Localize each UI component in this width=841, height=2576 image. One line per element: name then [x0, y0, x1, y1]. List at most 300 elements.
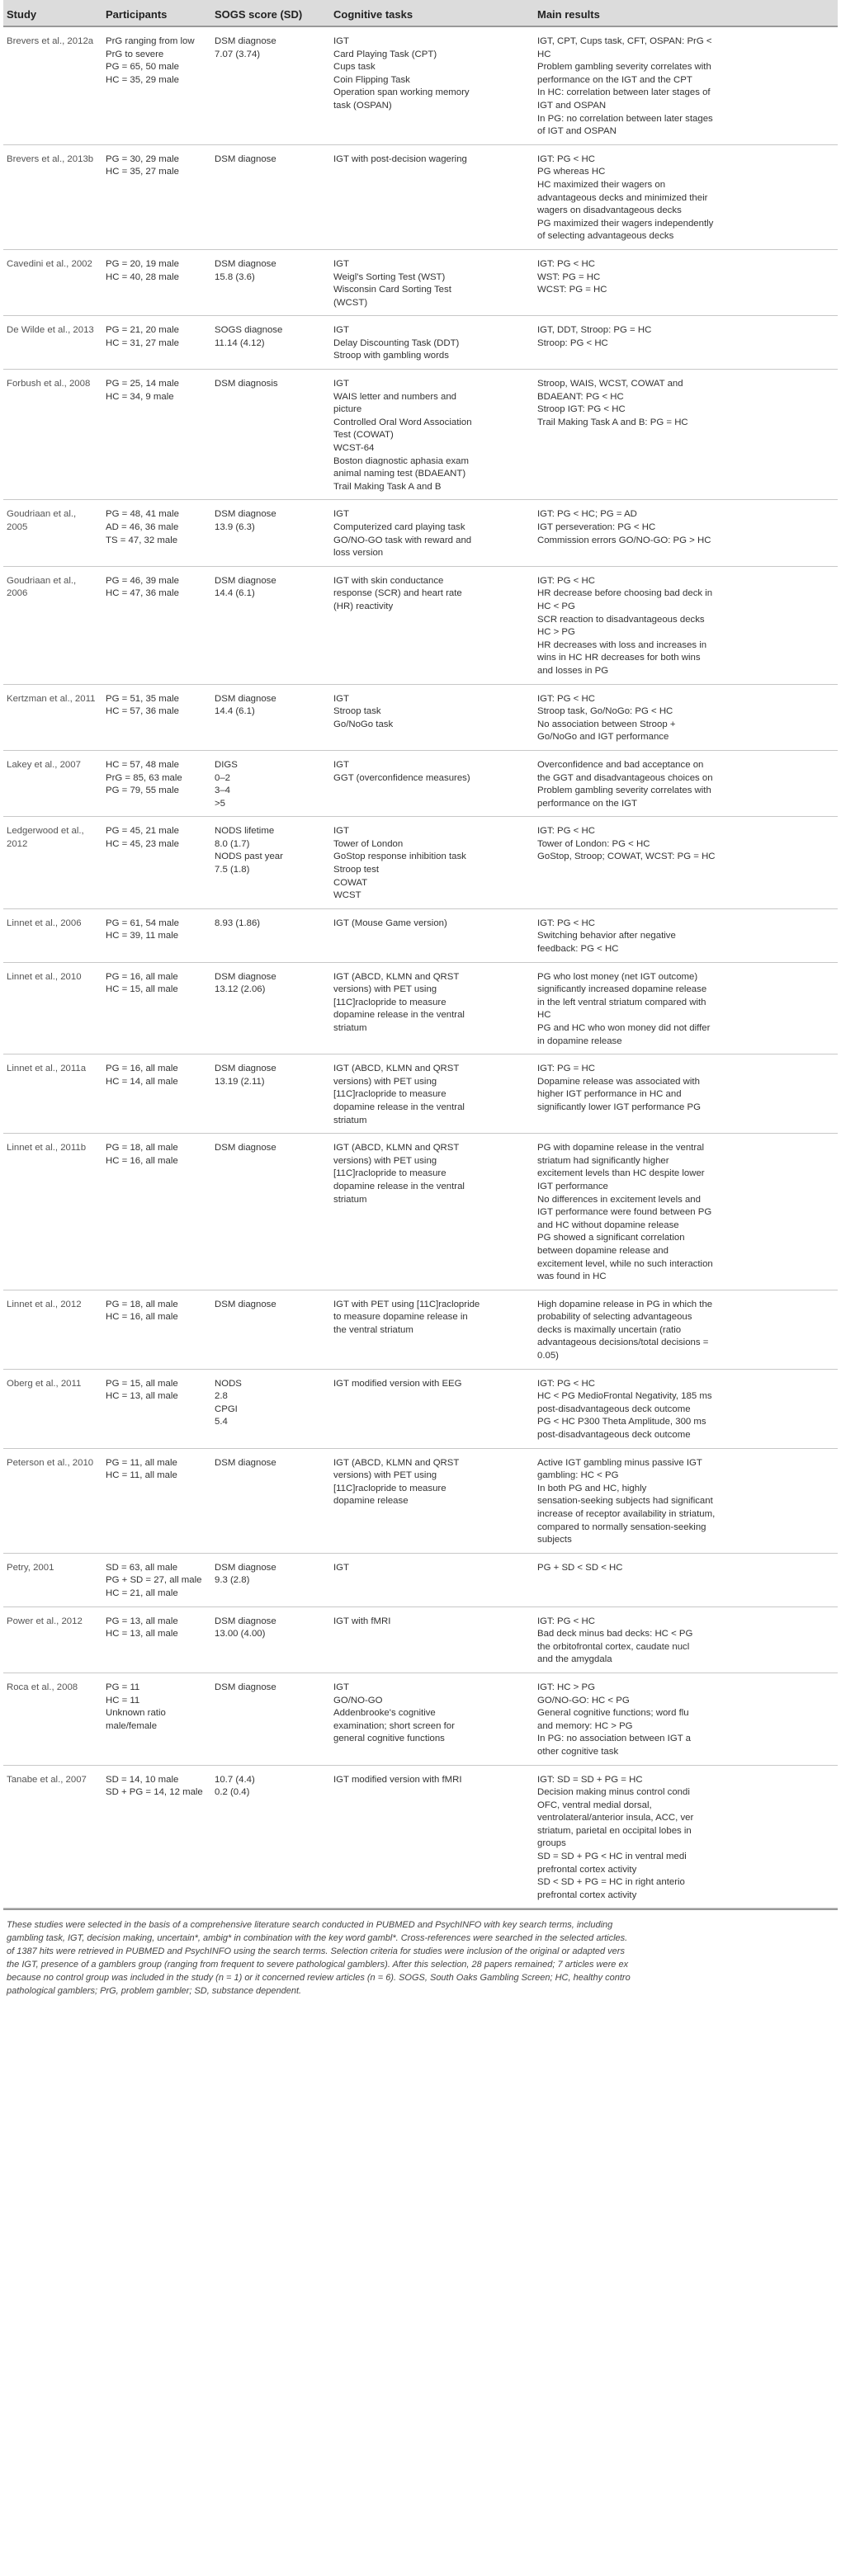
cognitive-tasks-line: Tower of London	[333, 838, 404, 849]
table-header-row	[3, 0, 838, 26]
main-results-line: PG maximized their wagers independently	[537, 218, 714, 229]
main-results-line: Overconfidence and bad acceptance on	[537, 759, 704, 770]
cognitive-tasks-line: (WCST)	[333, 297, 368, 308]
sogs-score-line: 0.2 (0.4)	[215, 1787, 250, 1798]
main-results-line: IGT: PG < HC	[537, 575, 595, 586]
participants-cell	[102, 370, 211, 500]
cognitive-tasks-cell	[330, 1553, 534, 1606]
header-participants: Participants	[102, 0, 211, 26]
sogs-score-line: 0–2	[215, 772, 231, 783]
cognitive-tasks-cell	[330, 1054, 534, 1134]
cognitive-tasks-line: Cups task	[333, 62, 376, 73]
table-footnote	[3, 1908, 838, 1998]
cognitive-tasks-cell	[330, 1606, 534, 1673]
main-results-line: sensation-seeking subjects had significant	[537, 1496, 713, 1507]
main-results-line: feedback: PG < HC	[537, 944, 619, 955]
participants-line: PG = 16, all male	[106, 971, 178, 982]
participants-cell	[102, 500, 211, 566]
main-results-line: Stroop IGT: PG < HC	[537, 404, 626, 415]
participants-line: PG + SD = 27, all male	[106, 1575, 202, 1586]
main-results-line: Switching behavior after negative	[537, 931, 676, 941]
sogs-score-cell	[211, 566, 330, 684]
main-results-line: In PG: no correlation between later stages	[537, 113, 713, 124]
study-cell: Goudriaan et al., 2006	[7, 575, 77, 599]
study-cell: Peterson et al., 2010	[7, 1457, 94, 1468]
sogs-score-line: DSM diagnose	[215, 153, 276, 164]
sogs-score-line: >5	[215, 798, 225, 809]
participants-line: HC = 57, 36 male	[106, 706, 179, 717]
sogs-score-line: DIGS	[215, 759, 238, 770]
main-results-cell	[534, 908, 838, 962]
main-results-cell	[534, 1369, 838, 1448]
cognitive-tasks-line: IGT modified version with fMRI	[333, 1774, 462, 1785]
table-row	[3, 1606, 838, 1673]
main-results-line: No association between Stroop +	[537, 719, 676, 729]
participants-line: PG = 20, 19 male	[106, 258, 179, 269]
main-results-line: in dopamine release	[537, 1036, 622, 1046]
table-row	[3, 1553, 838, 1606]
main-results-line: higher IGT performance in HC and	[537, 1089, 682, 1100]
cognitive-tasks-line: Stroop task	[333, 706, 381, 717]
footnote-line: the IGT, presence of a gamblers group (ranging from frequent to severe pathological gamblers). After this selection, 28 papers remained; 7 articles were ex	[7, 1960, 629, 1970]
cognitive-tasks-line: Weigl's Sorting Test (WST)	[333, 271, 446, 282]
cognitive-tasks-line: [11C]raclopride to measure	[333, 1168, 446, 1179]
main-results-line: Stroop, WAIS, WCST, COWAT and	[537, 379, 683, 389]
main-results-line: IGT performance were found between PG	[537, 1207, 712, 1218]
participants-cell	[102, 1369, 211, 1448]
participants-line: PG = 45, 21 male	[106, 826, 179, 837]
participants-cell	[102, 1673, 211, 1765]
main-results-line: IGT: PG < HC	[537, 1378, 595, 1389]
footnote-line: of 1387 hits were retrieved in PUBMED and PsychINFO using the search terms. Selection criteria for studies were inclusion of the original or adapted vers	[7, 1946, 625, 1957]
table-row	[3, 144, 838, 249]
cognitive-tasks-line: IGT (ABCD, KLMN and QRST	[333, 1143, 460, 1154]
sogs-score-line: DSM diagnose	[215, 575, 276, 586]
participants-line: SD = 63, all male	[106, 1562, 178, 1573]
study-cell: Forbush et al., 2008	[7, 379, 91, 389]
main-results-cell	[534, 1054, 838, 1134]
cognitive-tasks-line: GO/NO-GO task with reward and	[333, 535, 472, 545]
main-results-line: significantly lower IGT performance PG	[537, 1102, 701, 1112]
main-results-cell	[534, 1765, 838, 1908]
main-results-line: and HC without dopamine release	[537, 1220, 679, 1230]
cognitive-tasks-line: Stroop test	[333, 865, 380, 875]
main-results-line: IGT: HC > PG	[537, 1682, 595, 1692]
main-results-cell	[534, 1134, 838, 1290]
cognitive-tasks-cell	[330, 144, 534, 249]
cognitive-tasks-line: Coin Flipping Task	[333, 74, 410, 85]
participants-line: PG = 13, all male	[106, 1616, 178, 1626]
cognitive-tasks-line: loss version	[333, 548, 384, 559]
main-results-line: other cognitive task	[537, 1746, 619, 1757]
main-results-line: OFC, ventral medial dorsal,	[537, 1800, 652, 1810]
main-results-line: in the left ventral striatum compared with	[537, 997, 706, 1007]
main-results-line: HC maximized their wagers on	[537, 179, 666, 190]
main-results-line: IGT performance	[537, 1181, 608, 1191]
study-cell: Brevers et al., 2013b	[7, 153, 94, 164]
main-results-line: Stroop: PG < HC	[537, 337, 608, 348]
header-main-results: Main results	[534, 0, 838, 26]
cognitive-tasks-line: response (SCR) and heart rate	[333, 588, 462, 599]
sogs-score-cell	[211, 1553, 330, 1606]
cognitive-tasks-cell	[330, 1448, 534, 1553]
participants-line: PG = 15, all male	[106, 1378, 178, 1389]
participants-line: PG = 16, all male	[106, 1064, 178, 1074]
participants-line: HC = 31, 27 male	[106, 337, 179, 348]
main-results-line: SD = SD + PG < HC in ventral medi	[537, 1852, 687, 1862]
cognitive-tasks-cell	[330, 316, 534, 370]
cognitive-tasks-line: versions) with PET using	[333, 984, 437, 995]
participants-line: HC = 39, 11 male	[106, 931, 179, 941]
main-results-line: HC	[537, 1010, 551, 1021]
main-results-line: of selecting advantageous decks	[537, 231, 674, 242]
main-results-cell	[534, 962, 838, 1054]
cognitive-tasks-line: animal naming test (BDAEANT)	[333, 469, 466, 479]
cognitive-tasks-line: IGT with fMRI	[333, 1616, 391, 1626]
cognitive-tasks-line: versions) with PET using	[333, 1155, 437, 1166]
main-results-line: GO/NO-GO: HC < PG	[537, 1695, 630, 1706]
participants-cell	[102, 1054, 211, 1134]
main-results-line: Go/NoGo and IGT performance	[537, 732, 669, 743]
study-cell: Ledgerwood et al., 2012	[7, 826, 84, 849]
sogs-score-line: DSM diagnose	[215, 1682, 276, 1692]
main-results-cell	[534, 684, 838, 750]
table-row	[3, 817, 838, 909]
cognitive-tasks-cell	[330, 962, 534, 1054]
table-row	[3, 1765, 838, 1908]
participants-cell	[102, 1448, 211, 1553]
participants-line: PG = 65, 50 male	[106, 62, 179, 73]
main-results-line: IGT: PG < HC	[537, 1616, 595, 1626]
main-results-line: SCR reaction to disadvantageous decks	[537, 614, 705, 625]
main-results-cell	[534, 144, 838, 249]
table-row	[3, 1673, 838, 1765]
header-sogs-score: SOGS score (SD)	[211, 0, 330, 26]
main-results-line: and losses in PG	[537, 665, 609, 676]
cognitive-tasks-line: general cognitive functions	[333, 1734, 445, 1744]
participants-line: PG = 11, all male	[106, 1457, 177, 1468]
sogs-score-cell	[211, 1054, 330, 1134]
study-cell: Power et al., 2012	[7, 1616, 83, 1626]
cognitive-tasks-line: GoStop response inhibition task	[333, 852, 466, 862]
study-cell: Brevers et al., 2012a	[7, 36, 94, 46]
sogs-score-line: CPGI	[215, 1404, 238, 1414]
main-results-cell	[534, 1290, 838, 1369]
participants-line: HC = 11, all male	[106, 1470, 177, 1481]
main-results-line: post-disadvantageous deck outcome	[537, 1430, 691, 1441]
participants-cell	[102, 962, 211, 1054]
participants-line: TS = 47, 32 male	[106, 535, 178, 545]
main-results-line: IGT: PG < HC; PG = AD	[537, 509, 637, 520]
participants-line: PG = 25, 14 male	[106, 379, 179, 389]
sogs-score-line: 14.4 (6.1)	[215, 706, 255, 717]
sogs-score-line: 10.7 (4.4)	[215, 1774, 255, 1785]
cognitive-tasks-line: Stroop with gambling words	[333, 351, 449, 361]
main-results-line: the GGT and disadvantageous choices on	[537, 772, 713, 783]
participants-cell	[102, 316, 211, 370]
sogs-score-cell	[211, 26, 330, 144]
main-results-line: IGT, DDT, Stroop: PG = HC	[537, 325, 652, 336]
participants-line: Unknown ratio	[106, 1708, 166, 1719]
cognitive-tasks-line: IGT	[333, 509, 349, 520]
main-results-line: Commission errors GO/NO-GO: PG > HC	[537, 535, 711, 545]
sogs-score-line: DSM diagnose	[215, 971, 276, 982]
cognitive-tasks-line: dopamine release	[333, 1496, 409, 1507]
sogs-score-line: 5.4	[215, 1417, 228, 1427]
study-cell: Roca et al., 2008	[7, 1682, 78, 1692]
cognitive-tasks-line: Operation span working memory	[333, 87, 470, 98]
main-results-line: advantageous decisions/total decisions =	[537, 1338, 709, 1348]
sogs-score-line: 15.8 (3.6)	[215, 271, 255, 282]
main-results-line: IGT perseveration: PG < HC	[537, 522, 656, 532]
cognitive-tasks-cell	[330, 566, 534, 684]
study-cell: Goudriaan et al., 2005	[7, 509, 77, 532]
main-results-line: In PG: no association between IGT a	[537, 1734, 691, 1744]
cognitive-tasks-line: IGT with PET using [11C]raclopride	[333, 1299, 480, 1309]
participants-line: HC = 45, 23 male	[106, 838, 179, 849]
participants-line: HC = 11	[106, 1695, 140, 1706]
main-results-line: Bad deck minus bad decks: HC < PG	[537, 1629, 693, 1639]
cognitive-tasks-line: dopamine release in the ventral	[333, 1010, 465, 1021]
table-row	[3, 684, 838, 750]
cognitive-tasks-cell	[330, 684, 534, 750]
main-results-line: WST: PG = HC	[537, 271, 601, 282]
cognitive-tasks-line: IGT	[333, 826, 349, 837]
participants-line: PG = 18, all male	[106, 1299, 178, 1309]
main-results-line: HC < PG MedioFrontal Negativity, 185 ms	[537, 1391, 712, 1402]
sogs-score-line: DSM diagnose	[215, 1299, 276, 1309]
cognitive-tasks-line: versions) with PET using	[333, 1470, 437, 1481]
main-results-line: IGT: PG < HC	[537, 826, 595, 837]
main-results-line: SD < SD + PG = HC in right anterio	[537, 1877, 685, 1888]
cognitive-tasks-cell	[330, 1765, 534, 1908]
cognitive-tasks-line: Trail Making Task A and B	[333, 481, 442, 492]
cognitive-tasks-line: IGT (ABCD, KLMN and QRST	[333, 971, 460, 982]
participants-line: PrG to severe	[106, 49, 164, 59]
main-results-line: subjects	[537, 1535, 572, 1545]
main-results-line: and memory: HC > PG	[537, 1720, 633, 1731]
table-row	[3, 249, 838, 315]
sogs-score-line: 13.9 (6.3)	[215, 522, 255, 532]
main-results-line: PG < HC P300 Theta Amplitude, 300 ms	[537, 1417, 706, 1427]
cognitive-tasks-cell	[330, 500, 534, 566]
main-results-line: PG showed a significant correlation	[537, 1233, 685, 1243]
participants-cell	[102, 566, 211, 684]
cognitive-tasks-line: versions) with PET using	[333, 1076, 437, 1087]
cognitive-tasks-line: Go/NoGo task	[333, 719, 394, 729]
participants-cell	[102, 750, 211, 816]
main-results-line: 0.05)	[537, 1351, 559, 1361]
sogs-score-line: DSM diagnose	[215, 36, 276, 46]
main-results-line: PG who lost money (net IGT outcome)	[537, 971, 698, 982]
participants-line: PG = 61, 54 male	[106, 918, 179, 928]
main-results-line: performance on the IGT	[537, 798, 637, 809]
main-results-line: BDAEANT: PG < HC	[537, 391, 624, 402]
footnote-line: These studies were selected in the basis of a comprehensive literature search conducted in PUBMED and PsychINFO with key search terms, including	[7, 1920, 613, 1931]
sogs-score-line: 13.19 (2.11)	[215, 1076, 265, 1087]
cognitive-tasks-line: picture	[333, 404, 362, 415]
main-results-line: No differences in excitement levels and	[537, 1194, 701, 1205]
table-row	[3, 26, 838, 144]
participants-line: SD + PG = 14, 12 male	[106, 1787, 203, 1798]
study-cell: Linnet et al., 2006	[7, 918, 82, 928]
main-results-line: gambling: HC < PG	[537, 1470, 619, 1481]
main-results-line: was found in HC	[537, 1271, 607, 1282]
main-results-line: Problem gambling severity correlates with	[537, 786, 711, 796]
sogs-score-line: DSM diagnose	[215, 1562, 276, 1573]
main-results-line: IGT, CPT, Cups task, CFT, OSPAN: PrG <	[537, 36, 712, 46]
cognitive-tasks-line: dopamine release in the ventral	[333, 1181, 465, 1191]
cognitive-tasks-line: striatum	[333, 1115, 367, 1125]
main-results-cell	[534, 316, 838, 370]
participants-line: HC = 13, all male	[106, 1391, 178, 1402]
main-results-line: advantageous decks and minimized their	[537, 192, 708, 203]
participants-line: HC = 16, all male	[106, 1312, 178, 1323]
main-results-line: PG with dopamine release in the ventral	[537, 1143, 704, 1154]
footnote-line: pathological gamblers; PrG, problem gambler; SD, substance dependent.	[7, 1986, 302, 1997]
participants-line: PG = 48, 41 male	[106, 509, 179, 520]
sogs-score-line: NODS	[215, 1378, 242, 1389]
studies-table	[3, 0, 838, 1908]
participants-line: PG = 30, 29 male	[106, 153, 179, 164]
cognitive-tasks-line: IGT with skin conductance	[333, 575, 444, 586]
participants-cell	[102, 1134, 211, 1290]
main-results-line: probability of selecting advantageous	[537, 1312, 692, 1323]
participants-cell	[102, 144, 211, 249]
cognitive-tasks-cell	[330, 1290, 534, 1369]
main-results-line: IGT and OSPAN	[537, 100, 607, 111]
main-results-line: Decision making minus control condi	[537, 1787, 690, 1798]
cognitive-tasks-cell	[330, 817, 534, 909]
sogs-score-cell	[211, 1606, 330, 1673]
cognitive-tasks-cell	[330, 26, 534, 144]
main-results-line: In HC: correlation between later stages of	[537, 87, 711, 98]
sogs-score-cell	[211, 1448, 330, 1553]
main-results-line: and the amygdala	[537, 1654, 612, 1665]
main-results-line: striatum, parietal en occipital lobes in	[537, 1825, 692, 1836]
cognitive-tasks-line: Card Playing Task (CPT)	[333, 49, 437, 59]
participants-line: HC = 13, all male	[106, 1629, 178, 1639]
cognitive-tasks-cell	[330, 249, 534, 315]
table-row	[3, 566, 838, 684]
participants-line: HC = 16, all male	[106, 1155, 178, 1166]
cognitive-tasks-line: IGT	[333, 693, 349, 704]
main-results-cell	[534, 1553, 838, 1606]
study-cell: Cavedini et al., 2002	[7, 258, 92, 269]
header-cognitive-tasks: Cognitive tasks	[330, 0, 534, 26]
main-results-line: Problem gambling severity correlates with	[537, 62, 711, 73]
main-results-cell	[534, 817, 838, 909]
sogs-score-line: 8.93 (1.86)	[215, 918, 261, 928]
participants-line: PrG = 85, 63 male	[106, 772, 182, 783]
sogs-score-line: 2.8	[215, 1391, 228, 1402]
cognitive-tasks-line: WCST-64	[333, 443, 375, 454]
main-results-line: excitement levels than HC despite lower	[537, 1168, 705, 1179]
main-results-cell	[534, 1673, 838, 1765]
cognitive-tasks-line: COWAT	[333, 877, 368, 888]
sogs-score-cell	[211, 908, 330, 962]
main-results-line: HC	[537, 49, 551, 59]
sogs-score-cell	[211, 249, 330, 315]
main-results-line: Tower of London: PG < HC	[537, 838, 650, 849]
study-cell: Linnet et al., 2012	[7, 1299, 82, 1309]
main-results-line: significantly increased dopamine release	[537, 984, 707, 995]
study-cell: Tanabe et al., 2007	[7, 1774, 87, 1785]
main-results-line: HR decrease before choosing bad deck in	[537, 588, 713, 599]
main-results-line: PG + SD < SD < HC	[537, 1562, 623, 1573]
table-row	[3, 962, 838, 1054]
study-cell: Petry, 2001	[7, 1562, 54, 1573]
sogs-score-line: SOGS diagnose	[215, 325, 283, 336]
main-results-line: groups	[537, 1838, 566, 1849]
participants-cell	[102, 1553, 211, 1606]
sogs-score-line: NODS past year	[215, 852, 283, 862]
main-results-cell	[534, 750, 838, 816]
cognitive-tasks-line: Controlled Oral Word Association	[333, 417, 472, 427]
sogs-score-cell	[211, 1673, 330, 1765]
cognitive-tasks-line: IGT	[333, 379, 349, 389]
cognitive-tasks-line: IGT (ABCD, KLMN and QRST	[333, 1457, 460, 1468]
main-results-line: wins in HC HR decreases for both wins	[537, 653, 701, 663]
main-results-cell	[534, 26, 838, 144]
table-row	[3, 1369, 838, 1448]
cognitive-tasks-line: to measure dopamine release in	[333, 1312, 468, 1323]
participants-line: PG = 79, 55 male	[106, 786, 179, 796]
sogs-score-line: 9.3 (2.8)	[215, 1575, 250, 1586]
cognitive-tasks-line: Wisconsin Card Sorting Test	[333, 285, 451, 295]
table-row	[3, 750, 838, 816]
footnote-line: because no control group was included in the study (n = 1) or it concerned review articles (n = 6). SOGS, South Oaks Gambling Screen; HC, healthy contro	[7, 1973, 631, 1984]
cognitive-tasks-line: Computerized card playing task	[333, 522, 465, 532]
cognitive-tasks-line: IGT	[333, 325, 349, 336]
main-results-cell	[534, 1448, 838, 1553]
cognitive-tasks-cell	[330, 370, 534, 500]
sogs-score-line: 3–4	[215, 786, 231, 796]
sogs-score-line: 13.00 (4.00)	[215, 1629, 266, 1639]
main-results-line: HC > PG	[537, 627, 575, 638]
main-results-cell	[534, 566, 838, 684]
table-row	[3, 1054, 838, 1134]
participants-cell	[102, 684, 211, 750]
header-study: Study	[3, 0, 102, 26]
main-results-line: decks is maximally uncertain (ratio	[537, 1324, 682, 1335]
main-results-line: Trail Making Task A and B: PG = HC	[537, 417, 688, 427]
cognitive-tasks-line: Test (COWAT)	[333, 430, 394, 441]
cognitive-tasks-line: Boston diagnostic aphasia exam	[333, 455, 470, 466]
main-results-line: HC < PG	[537, 601, 575, 611]
cognitive-tasks-cell	[330, 908, 534, 962]
sogs-score-line: 7.07 (3.74)	[215, 49, 261, 59]
main-results-line: Dopamine release was associated with	[537, 1076, 700, 1087]
cognitive-tasks-line: (HR) reactivity	[333, 601, 394, 611]
sogs-score-line: DSM diagnose	[215, 1064, 276, 1074]
main-results-line: performance on the IGT and the CPT	[537, 74, 692, 85]
cognitive-tasks-line: Delay Discounting Task (DDT)	[333, 337, 460, 348]
sogs-score-line: DSM diagnose	[215, 509, 276, 520]
table-row	[3, 1134, 838, 1290]
participants-cell	[102, 1606, 211, 1673]
sogs-score-line: DSM diagnose	[215, 1616, 276, 1626]
participants-line: PG = 51, 35 male	[106, 693, 179, 704]
cognitive-tasks-line: IGT	[333, 36, 349, 46]
cognitive-tasks-line: GGT (overconfidence measures)	[333, 772, 470, 783]
cognitive-tasks-line: IGT (Mouse Game version)	[333, 918, 447, 928]
main-results-line: increase of receptor availability in striatum,	[537, 1509, 716, 1519]
participants-line: PG = 46, 39 male	[106, 575, 179, 586]
sogs-score-cell	[211, 1369, 330, 1448]
table-row	[3, 1448, 838, 1553]
participants-line: HC = 21, all male	[106, 1588, 178, 1598]
